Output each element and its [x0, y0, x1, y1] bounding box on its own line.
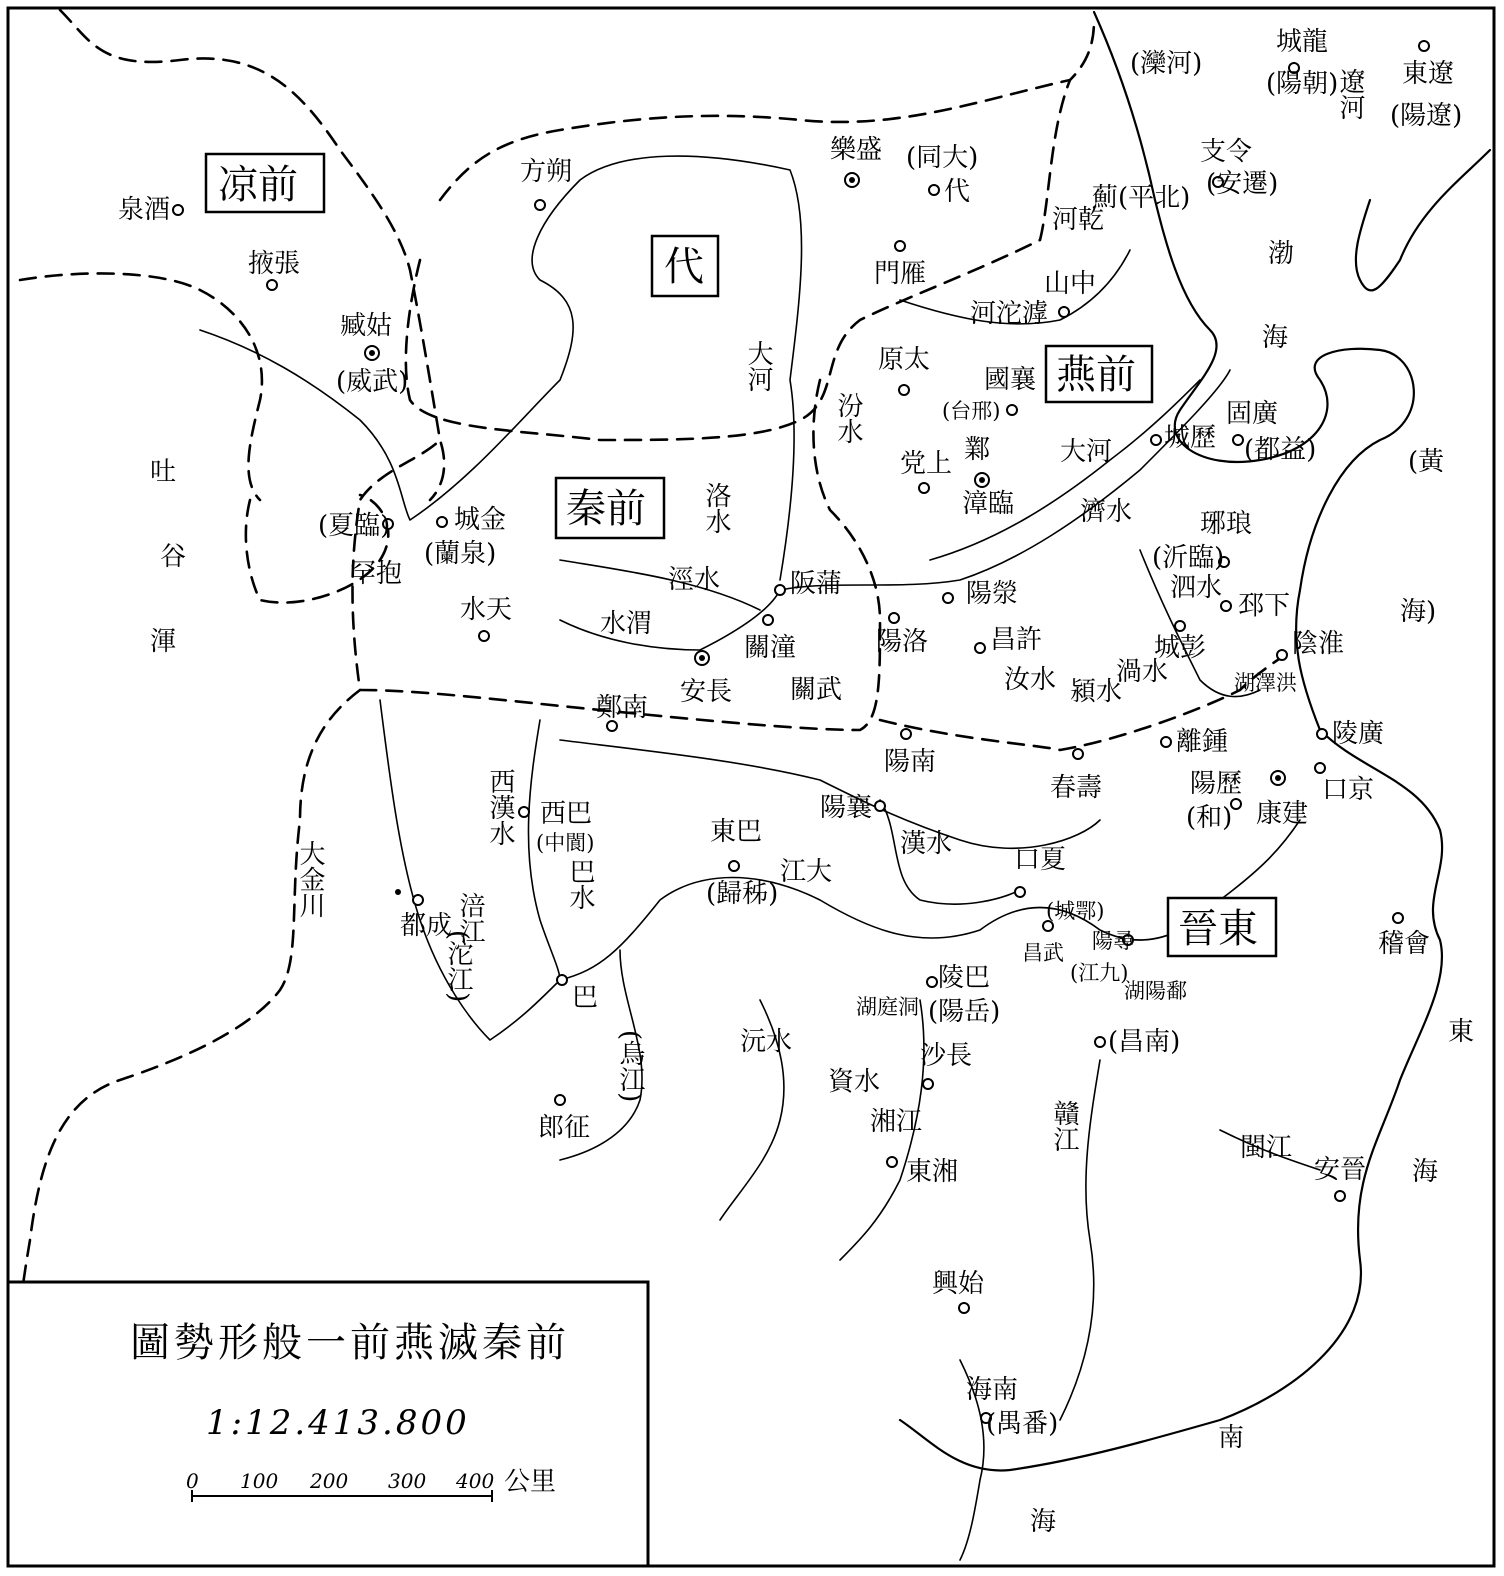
- city-marker: [1073, 749, 1083, 759]
- city-xingtai: (台邢): [942, 399, 1001, 423]
- city-pengcheng: 城彭: [1154, 633, 1207, 663]
- city-liyang: 陽歷: [1190, 769, 1243, 799]
- city-baxi: 西巴: [540, 799, 593, 829]
- state-dong-jin: [1168, 898, 1276, 956]
- city-jinan: 安晉: [1314, 1155, 1367, 1185]
- luoshui-line: [560, 560, 760, 610]
- city-lanquan: (蘭泉): [424, 539, 497, 569]
- river-ru: 汝水: [1004, 665, 1057, 695]
- city-marker: [557, 975, 567, 985]
- city-xiahe: (夏臨): [318, 511, 391, 541]
- city-liaodong: 東遼: [1402, 59, 1455, 89]
- region-tu: 吐: [150, 457, 177, 487]
- city-chengdu: 都成: [400, 911, 453, 941]
- city-liaoyang: (陽遼): [1390, 101, 1463, 131]
- city-licheng: 城歷: [1164, 423, 1217, 453]
- city-marker: [535, 200, 545, 210]
- river-gan: 河乾: [1052, 205, 1105, 235]
- city-marker: [173, 205, 183, 215]
- city-marker: [901, 729, 911, 739]
- city-langzhong: (中閬): [536, 831, 595, 855]
- city-luoyang: 陽洛: [876, 627, 929, 657]
- city-ji: 薊(平北): [1092, 183, 1191, 213]
- city-xiangguo: 國襄: [984, 365, 1037, 395]
- region-hun: 渾: [150, 627, 177, 657]
- city-xingyang: 陽滎: [966, 579, 1019, 609]
- river-wo: 渦水: [1116, 657, 1169, 687]
- city-xiapi: 邳下: [1238, 591, 1291, 621]
- city-nanzheng: 鄭南: [596, 693, 649, 723]
- city-wuguan: 關武: [790, 675, 843, 705]
- city-shouchun: 春壽: [1050, 773, 1103, 803]
- city-marker: [929, 185, 939, 195]
- city-panyu: (禺番): [986, 1409, 1059, 1439]
- city-linzhang: 漳臨: [962, 489, 1015, 519]
- city-nanyang: 陽南: [884, 747, 937, 777]
- city-marker: [919, 483, 929, 493]
- city-changsha: 沙長: [920, 1041, 973, 1071]
- river-ying: 潁水: [1070, 677, 1123, 707]
- river-changjiang: 江大: [780, 857, 833, 887]
- city-badong: 東巴: [710, 817, 763, 847]
- map-title: 圖勢形般一前燕滅秦前: [130, 1320, 570, 1366]
- scale-tick-200: 200: [310, 1469, 349, 1493]
- sea-east-dong: 東: [1448, 1017, 1475, 1047]
- city-wuchang: 昌武: [1022, 941, 1064, 965]
- city-changan: 安長: [680, 677, 733, 707]
- city-marker: [887, 1157, 897, 1167]
- lake-hongze: 湖澤洪: [1234, 671, 1297, 695]
- city-lingzhi: 支令: [1200, 137, 1253, 167]
- city-guangling: 陵廣: [1332, 719, 1385, 749]
- city-taiyuan: 原太: [878, 345, 931, 375]
- city-yueyang: (陽岳): [928, 997, 1001, 1027]
- city-marker: [895, 241, 905, 251]
- city-marker: [1175, 621, 1185, 631]
- city-xunyang: 陽尋: [1092, 929, 1134, 953]
- city-marker: [1317, 729, 1327, 739]
- river-luo: 洛水: [701, 482, 731, 534]
- city-zigui: (歸秭): [706, 879, 779, 909]
- state-dai-label: 代: [664, 244, 704, 290]
- city-marker: [555, 1095, 565, 1105]
- river-ba: 巴水: [565, 858, 595, 910]
- city-marker: [1419, 41, 1429, 51]
- river-hutuo: 河沱滹: [970, 299, 1049, 329]
- city-xiakou: 口夏: [1014, 845, 1067, 875]
- river-zi: 資水: [828, 1067, 881, 1097]
- city-marker: [923, 1079, 933, 1089]
- sea-east-hai: 海: [1412, 1157, 1439, 1187]
- scale-tick-400: 400: [456, 1469, 495, 1493]
- city-jiujiang: (江九): [1070, 961, 1129, 985]
- city-tianshui: 水天: [460, 595, 513, 625]
- city-huaiyin: 陰淮: [1292, 629, 1345, 659]
- river-yellow: 大河: [743, 340, 773, 392]
- city-yanmen: 門雁: [874, 259, 927, 289]
- legend: [8, 1282, 648, 1566]
- city-jiankang: 康建: [1256, 799, 1309, 829]
- city-marker: [267, 280, 277, 290]
- river-ji: 濟水: [1080, 497, 1133, 527]
- city-marker: [413, 895, 423, 905]
- capital-dot: [699, 655, 705, 661]
- sea-south-hai: 海: [1030, 1507, 1057, 1537]
- river-fen: 汾水: [833, 392, 863, 444]
- city-guanggu: 固廣: [1226, 399, 1279, 429]
- capital-dot: [849, 177, 855, 183]
- city-he: (和): [1186, 803, 1233, 833]
- city-marker: [1151, 435, 1161, 445]
- sea-south-nan: 南: [1218, 1423, 1245, 1453]
- city-guzang: 臧姑: [340, 311, 393, 341]
- river-jing: 涇水: [668, 565, 721, 595]
- city-fuhan: 罕抱: [350, 559, 403, 589]
- city-shuofang: 方朔: [520, 157, 573, 187]
- city-marker: [927, 977, 937, 987]
- city-marker: [437, 517, 447, 527]
- city-marker: [1277, 650, 1287, 660]
- city-marker: [875, 801, 885, 811]
- sea-yellow-2: 海): [1400, 597, 1437, 627]
- city-marker: [1221, 601, 1231, 611]
- border-dai-south: [406, 80, 1070, 440]
- city-jincheng: 城金: [454, 505, 507, 535]
- city-marker: [763, 615, 773, 625]
- river-si: 泗水: [1170, 573, 1223, 603]
- city-marker: [975, 643, 985, 653]
- city-marker: [1095, 1037, 1105, 1047]
- city-longcheng: 城龍: [1276, 27, 1329, 57]
- river-gan-jiang: 贛江: [1049, 1100, 1079, 1152]
- city-marker: [1015, 887, 1025, 897]
- state-qian-liang: [206, 154, 324, 212]
- river-luan: (灤河): [1130, 49, 1203, 79]
- city-jiuquan: 泉酒: [118, 195, 171, 225]
- lake-dongting: 湖庭洞: [856, 995, 919, 1019]
- city-marker: [943, 593, 953, 603]
- state-dai: [652, 236, 718, 296]
- city-shengle: 樂盛: [830, 135, 883, 165]
- city-xiangyang: 陽襄: [820, 793, 873, 823]
- city-ba: 巴: [572, 983, 599, 1013]
- state-qian-qin: [556, 478, 664, 538]
- city-langzhou: 郎征: [538, 1113, 591, 1143]
- capital-dot: [979, 477, 985, 483]
- border-southwest: [20, 690, 360, 1320]
- city-shangdang: 党上: [900, 449, 953, 479]
- river-tuo: (沱江): [443, 930, 473, 1003]
- city-echeng: (城鄂): [1046, 899, 1105, 923]
- lake-poyang: 湖陽鄱: [1124, 979, 1187, 1003]
- river-wei: 水渭: [600, 609, 653, 639]
- state-qian-yan-label: 燕前: [1056, 352, 1136, 398]
- scale-tick-100: 100: [240, 1469, 279, 1493]
- capital-dot: [1275, 775, 1281, 781]
- city-datong: (同大): [906, 143, 979, 173]
- city-marker: [479, 631, 489, 641]
- sea-bohai-hai: 海: [1262, 323, 1289, 353]
- river-han: 漢水: [900, 829, 953, 859]
- scale-text: 1:12.413.800: [206, 1403, 470, 1443]
- city-puban: 阪蒲: [790, 569, 843, 599]
- scale-tick-0: 0: [186, 1469, 199, 1493]
- city-marker: [959, 1303, 969, 1313]
- river-wu: (烏江): [615, 1030, 645, 1103]
- city-zhongshan: 山中: [1044, 269, 1097, 299]
- state-qian-qin-label: 秦前: [566, 486, 646, 532]
- city-jingkou: 口京: [1322, 775, 1375, 805]
- city-marker: [1007, 405, 1017, 415]
- city-dai: 代: [944, 177, 971, 207]
- city-marker: [899, 385, 909, 395]
- city-tongguan: 關潼: [744, 633, 797, 663]
- city-kuaiji: 稽會: [1378, 929, 1431, 959]
- river-yuan: 沅水: [740, 1027, 793, 1057]
- city-marker: [775, 585, 785, 595]
- city-xiangdong: 東湘: [906, 1157, 959, 1187]
- scale-unit: 公里: [504, 1467, 557, 1497]
- capital-dot: [369, 350, 375, 356]
- river-min: 閩江: [1240, 1133, 1293, 1163]
- river-daqing: 大河: [1060, 437, 1113, 467]
- city-nanhai: 海南: [966, 1375, 1019, 1405]
- city-wuwei: (威武): [336, 367, 409, 397]
- scale-tick-300: 300: [388, 1469, 427, 1493]
- city-langya: 琊琅: [1200, 509, 1253, 539]
- border-west: [20, 273, 262, 500]
- sea-yellow-1: (黃: [1408, 447, 1445, 477]
- city-zhongli: 離鍾: [1176, 727, 1229, 757]
- city-ye: 鄴: [964, 435, 991, 465]
- liaodong-coast: [1356, 150, 1490, 290]
- region-gu: 谷: [160, 542, 187, 572]
- city-marker: [729, 861, 739, 871]
- city-marker: [1161, 737, 1171, 747]
- city-marker: [1393, 913, 1403, 923]
- city-dot: [395, 889, 401, 895]
- city-marker: [1231, 799, 1241, 809]
- city-marker: [1059, 307, 1069, 317]
- sea-bohai-bo: 渤: [1268, 239, 1295, 269]
- city-marker: [1233, 435, 1243, 445]
- city-baling: 陵巴: [938, 963, 991, 993]
- city-qianan: (安遷): [1206, 169, 1279, 199]
- river-liao: 遼河: [1335, 68, 1365, 120]
- river-dajinchuan: 大金川: [295, 840, 325, 918]
- city-marker: [889, 613, 899, 623]
- river-fu: 涪江: [455, 892, 485, 944]
- city-yidu: (都益): [1244, 435, 1317, 465]
- city-marker: [1335, 1191, 1345, 1201]
- city-xuchang: 昌許: [990, 625, 1043, 655]
- state-qian-yan: [1046, 346, 1152, 402]
- city-marker: [1315, 763, 1325, 773]
- city-zhangye: 掖張: [248, 249, 301, 279]
- city-marker: [519, 807, 529, 817]
- state-qian-liang-label: 凉前: [218, 162, 298, 208]
- state-dong-jin-label: 晉東: [1178, 906, 1258, 952]
- city-nanchang: (昌南): [1108, 1027, 1181, 1057]
- city-shixing: 興始: [932, 1269, 985, 1299]
- river-xihan: 西漢水: [485, 768, 515, 846]
- city-chaoyang: (陽朝): [1266, 69, 1339, 99]
- river-xiang: 湘江: [870, 1107, 923, 1137]
- city-linyi: (沂臨): [1152, 543, 1225, 573]
